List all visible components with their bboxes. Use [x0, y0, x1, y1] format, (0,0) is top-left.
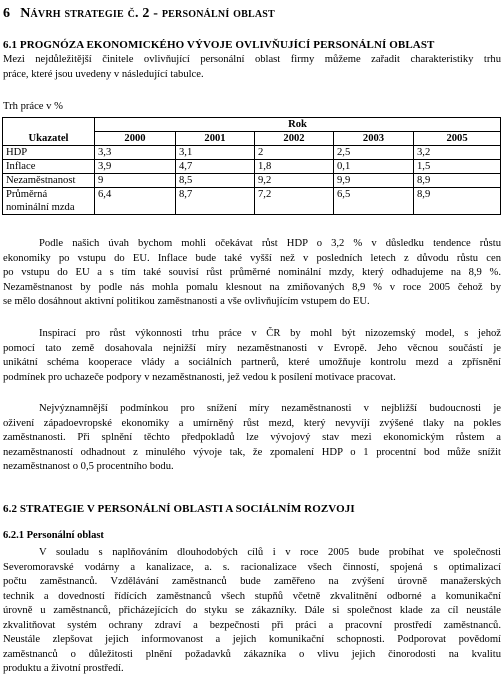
chapter-title: Návrh strategie č. 2 - personální oblast	[20, 6, 275, 21]
row-label: Inflace	[3, 160, 95, 174]
table-cell: 3,3	[95, 146, 176, 160]
table-caption: Trh práce v %	[3, 101, 63, 112]
header-year: 2003	[334, 132, 414, 146]
paragraph-line: nezaměstnaností odhadnout z minulého vývoje tak, že zpomalení HDP o 1 procentní bod může snížit	[3, 446, 501, 458]
section-6-1-intro	[3, 53, 501, 82]
table-cell: 3,9	[95, 160, 176, 174]
table-cell: 2,5	[334, 146, 414, 160]
paragraph-line: V souladu s naplňováním dlouhodobých cílů i v roce 2005 bude probíhat ve společnosti	[39, 547, 501, 558]
row-label	[3, 188, 95, 215]
header-year: 2005	[414, 132, 501, 146]
section-6-2-1-heading: 6.2.1 Personální oblast	[3, 530, 104, 541]
table-cell: 9,9	[334, 174, 414, 188]
table-cell: 6,5	[334, 188, 414, 215]
paragraph-line: oživení západoevropské ekonomiky a umírněný růst mezd, který nevyvíjí zvýšené tlaky na pokles	[3, 417, 501, 429]
table-cell: 1,8	[255, 160, 334, 174]
paragraph-line: Inspirací pro růst výkonnosti trhu práce v ČR by mohl být nizozemský model, s jehož	[39, 328, 501, 339]
table-row	[3, 146, 501, 160]
table-cell: 3,2	[414, 146, 501, 160]
header-year: 2001	[176, 132, 255, 146]
paragraph-line: ekonomiky po vstupu do EU. Inflace bude také vyšší než v posledních letech z důvodu růstu cen	[3, 252, 501, 264]
paragraph-unemployment	[3, 402, 501, 475]
paragraph-line: úrovně u zaměstnanců, přicházejících do styku se zákazníky. Dále si společnost klade za cíl neustále	[3, 605, 501, 616]
paragraph-line: Podle našich úvah bychom mohli očekávat růst HDP o 3,2 % v důsledku tendence růstu	[39, 238, 501, 249]
section-6-2-heading: 6.2 STRATEGIE V PERSONÁLNÍ OBLASTI A SOCIÁLNÍM ROZVOJI	[3, 503, 355, 515]
paragraph-personnel	[3, 546, 501, 677]
paragraph-line: zkvalitňovat systém ochrany zdraví a bezpečnosti při práci a pracovní prostředí zaměstnanců.	[3, 619, 501, 631]
table-cell: 9,2	[255, 174, 334, 188]
table-cell: 1,5	[414, 160, 501, 174]
paragraph-forecast	[3, 237, 501, 310]
paragraph-line: pomocí tato země dosahovala nejnižší míry nezaměstnanosti v Evropě. Jeho věcnou součástí je	[3, 342, 501, 354]
paragraph-line: Neustále zlepšovat jejich informovanost a jejich komunikační schopnosti. Podporovat povědomí	[3, 634, 501, 645]
section-6-1-heading: 6.1 PROGNÓZA EKONOMICKÉHO VÝVOJE OVLIVŇUJÍCÍ PERSONÁLNÍ OBLAST	[3, 39, 435, 51]
paragraph-line: technik a dovedností řídících zaměstnanců všech stupňů včetně zkvalitnění odborné a komunikační	[3, 590, 501, 602]
table-row	[3, 188, 501, 215]
intro-line: práce, které jsou uvedeny v následující tabulce.	[3, 68, 204, 80]
row-label: Nezaměstnanost	[3, 174, 95, 188]
paragraph-line: Nezaměstnanost by podle nás mohla pomalu klesnout na zmiňovaných 8,9 % v roce 2005 čehož by	[3, 281, 501, 293]
header-indicator: Ukazatel	[3, 118, 95, 146]
paragraph-line: po vstupu do EU a s tím také souvisí růst průměrné nominální mzdy, který odhadujeme na 8,9 %.	[3, 267, 501, 278]
table-cell: 2	[255, 146, 334, 160]
table-cell: 7,2	[255, 188, 334, 215]
table-cell: 0,1	[334, 160, 414, 174]
paragraph-line: Severomoravské vodárny a kanalizace, a. s. racionalizace všech činností, spojená s optimalizací	[3, 561, 501, 573]
table-cell: 8,5	[176, 174, 255, 188]
paragraph-dutch-model	[3, 327, 501, 385]
table-cell: 3,1	[176, 146, 255, 160]
labour-market-table	[2, 117, 501, 215]
chapter-heading	[3, 6, 275, 22]
row-label: HDP	[3, 146, 95, 160]
header-year: 2002	[255, 132, 334, 146]
paragraph-line: zaměstnanosti. Při splnění těchto předpokladů lze vývojový stav mezi ekonomickým růstem a	[3, 432, 501, 443]
paragraph-line: Nejvýznamnější podmínkou pro snížení míry nezaměstnanosti v nejbližší budoucnosti je	[39, 403, 501, 414]
table-cell: 8,9	[414, 174, 501, 188]
paragraph-line: unikátní schéma kooperace vlády a sociálních partnerů, které umožňuje kontrolu mezd a zpřísnění	[3, 357, 501, 368]
paragraph-line: zaměstnanců o důležitosti plnění požadavků zákazníka o vlivu jejich činorodosti na kvalitu	[3, 648, 501, 660]
table-row	[3, 160, 501, 174]
table-cell: 8,7	[176, 188, 255, 215]
chapter-number: 6	[3, 6, 11, 21]
table-row	[3, 174, 501, 188]
header-year-group: Rok	[95, 118, 501, 132]
intro-line: Mezi nejdůležitější činitele ovlivňující personální oblast firmy můžeme zařadit charakteristiky trhu	[3, 54, 501, 65]
paragraph-line: produktu a životní prostředí.	[3, 663, 124, 674]
paragraph-line: nezaměstnanost o 0,5 procentního bodu.	[3, 461, 174, 472]
table-cell: 6,4	[95, 188, 176, 215]
paragraph-line: podmínek pro uchazeče podpory v nezaměstnanosti, jež vedou k posílení motivace pracovat.	[3, 371, 396, 383]
table-cell: 4,7	[176, 160, 255, 174]
row-label-line: nominální mzda	[6, 202, 75, 213]
paragraph-line: se mělo dosáhnout aktivní politikou zaměstnanosti a vše ovlivňujícím vstupem do EU.	[3, 296, 370, 307]
table-cell: 9	[95, 174, 176, 188]
header-year: 2000	[95, 132, 176, 146]
table-cell: 8,9	[414, 188, 501, 215]
row-label-line: Průměrná	[6, 189, 48, 200]
paragraph-line: počtu zaměstnanců. Vzdělávání zaměstnanců bude zaměřeno na zvýšení úrovně manažerských	[3, 576, 501, 587]
